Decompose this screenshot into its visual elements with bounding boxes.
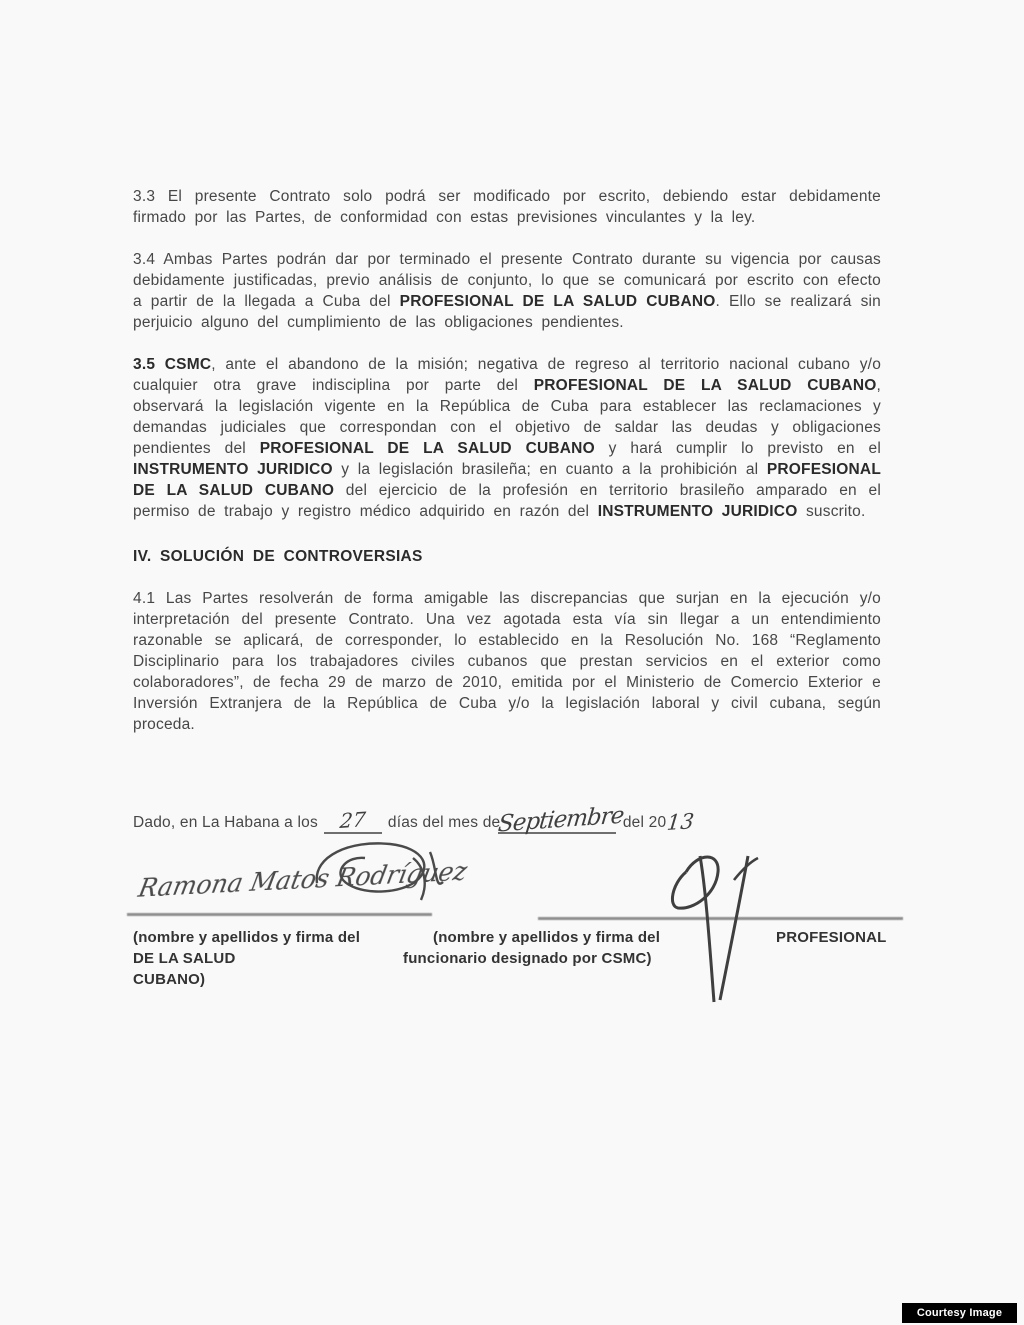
- caption-left-row2: DE LA SALUD: [133, 950, 236, 967]
- paragraph-3-5-seg3: y la legislación brasileña; en cuanto a la prohibición al: [332, 461, 767, 478]
- signature-left-name: Ramona Matos Rodríguez: [136, 856, 470, 903]
- caption-left-row1: (nombre y apellidos y firma del: [133, 929, 361, 946]
- date-line-middle: días del mes de: [387, 814, 501, 831]
- caption-left-row3: CUBANO): [133, 971, 206, 988]
- date-line-prefix: Dado, en La Habana a los: [133, 814, 318, 831]
- date-line-year-prefix: del 20: [622, 814, 667, 831]
- paragraph-4-1-text: 4.1 Las Partes resolverán de forma amigable las discrepancias que surjan en la ejecución y/o interpretación del presente Contrato. Una vez agotada esta vía sin llegar a un entendimiento razonable se aplicará, de corresponder, lo establecido en la Resolución No. 168 “Reglamento Disciplinario para los trabajadores civiles cubanos que prestan servicios en el exterior como colaboradores”, de fecha 29 de marzo de 2010, emitida por el Ministerio de Comercio Exterior e Inversión Extranjera de la República de Cuba y/o la legislación laboral y civil cubana, según proceda.: [133, 590, 881, 733]
- signature-line-right: [538, 917, 903, 920]
- handwritten-day: 27: [338, 806, 368, 834]
- handwritten-year: 13: [666, 808, 696, 836]
- bold-term-instrumento: INSTRUMENTO JURIDICO: [597, 503, 798, 520]
- date-line: [133, 802, 913, 838]
- paragraph-3-3: [133, 186, 881, 228]
- caption-mid-row1: (nombre y apellidos y firma del: [433, 929, 661, 946]
- section-heading-iv: IV. SOLUCIÓN DE CONTROVERSIAS: [133, 548, 423, 565]
- paragraph-3-5: [133, 354, 881, 522]
- paragraph-3-5-seg5: suscrito.: [797, 503, 866, 520]
- paragraph-3-4: [133, 249, 881, 333]
- bold-term-profesional: PROFESIONAL DE LA SALUD CUBANO: [259, 440, 595, 457]
- paragraph-3-5-seg2: y hará cumplir lo previsto en el: [594, 440, 881, 457]
- bold-term-profesional: PROFESIONAL DE LA SALUD CUBANO: [133, 461, 881, 499]
- paragraph-3-5-seg4: del ejercicio de la profesión en territorio brasileño amparado en el permiso de trabajo y registro médico adquirido en razón del: [133, 482, 881, 520]
- paragraph-3-5-seg1: , observará la legislación vigente en la República de Cuba para establecer las reclamaciones y demandas judiciales que correspondan con el objetivo de saldar las deudas y obligaciones pendientes del: [133, 377, 881, 457]
- signature-right-strokes: [648, 850, 778, 1010]
- contract-body: [133, 186, 881, 756]
- handwritten-month: Septiembre: [497, 802, 626, 838]
- bold-term-profesional: PROFESIONAL DE LA SALUD CUBANO: [399, 293, 716, 310]
- bold-term-csmc: 3.5 CSMC: [133, 356, 212, 373]
- signature-line-left: [127, 913, 432, 916]
- bold-term-profesional: PROFESIONAL DE LA SALUD CUBANO: [533, 377, 877, 394]
- paragraph-3-3-text: 3.3 El presente Contrato solo podrá ser modificado por escrito, debiendo estar debidamente firmado por las Partes, de conformidad con estas previsiones vinculantes y la ley.: [133, 188, 881, 226]
- caption-mid-row2: funcionario designado por CSMC): [403, 950, 652, 967]
- handwritten-month-blank: [497, 802, 626, 838]
- handwritten-day-blank: [324, 806, 382, 834]
- paragraph-4-1: [133, 588, 881, 735]
- paragraph-3-5-seg0: , ante el abandono de la misión; negativa de regreso al territorio nacional cubano y/o cualquier otra grave indisciplina por parte del: [133, 356, 882, 394]
- caption-right-row1: PROFESIONAL: [776, 929, 887, 946]
- paragraph-3-4-text-end: . Ello se realizará sin perjuicio alguno del cumplimiento de las obligaciones pendientes.: [133, 293, 882, 331]
- bold-term-instrumento: INSTRUMENTO JURIDICO: [133, 461, 333, 478]
- paragraph-3-4-text: 3.4 Ambas Partes podrán dar por terminado el presente Contrato durante su vigencia por causas debidamente justificadas, previo análisis de conjunto, lo que se comunicará por escrito con efecto a partir de la llegada a Cuba del: [133, 251, 881, 310]
- credit-badge: Courtesy Image: [902, 1303, 1017, 1323]
